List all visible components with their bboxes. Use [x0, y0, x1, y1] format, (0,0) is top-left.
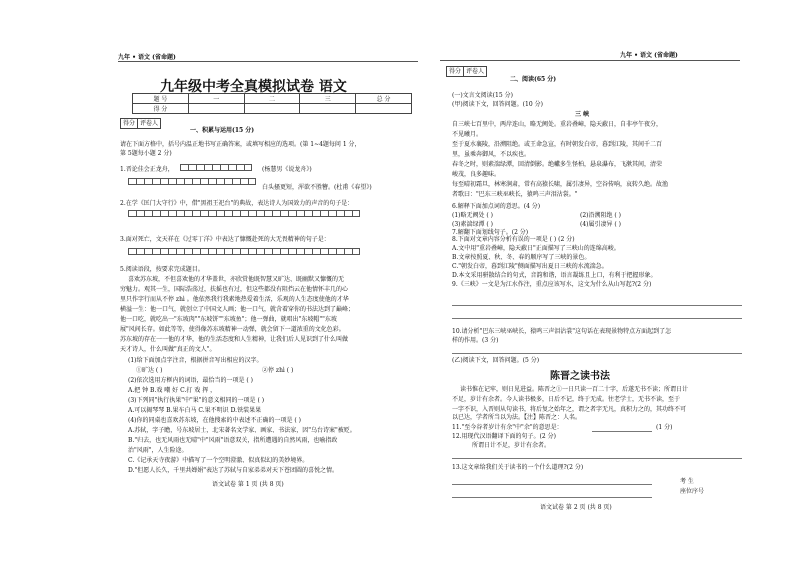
essay-line: 不足，岁计有余者。今人读书极多，日后不记，终于无成。往老学士，无书不读，至于 — [452, 396, 681, 403]
passage-line: 苏东坡的存在一一他的才华，他的生活态度和人生精神，让我们后人见识到了什么叫做 — [120, 336, 349, 343]
scorer-box-right — [446, 66, 487, 77]
question-5: 5.阅读语段，按要求完成题目。 — [120, 266, 204, 273]
question-12: 12.用现代汉语翻译下面的句子。(2 分) — [452, 433, 556, 440]
answer-line[interactable] — [452, 353, 742, 354]
question-5-1: (1)给下面加点字注音，根据拼音写出相应的汉字。 — [128, 357, 263, 364]
scorer-score-label: 得分 — [121, 119, 138, 128]
question-5-3: (3)下列同"执行执果"中"果"的意义相同的一项是 ( ) — [128, 397, 265, 404]
scorer-grader-label: 评卷人 — [140, 120, 159, 127]
question-5-2: (2)依次选用方框内的词语，最恰当的一项是 ( ) — [128, 377, 253, 384]
question-10: 10.请分析"巴东三峡巫峡长，猿鸣三声泪沾裳"这句话在表现景物特点方面起到了怎 — [452, 328, 672, 335]
answer-line[interactable] — [592, 431, 652, 432]
score-header-cell: 题 号 — [133, 94, 189, 104]
subsection-jia: (甲)阅读下文，回答问题。(10 分) — [452, 101, 543, 108]
essay-title: 陈晋之读书法 — [550, 371, 610, 382]
answer-grid[interactable] — [180, 164, 252, 172]
question-8-a: A.文中用"重岩叠嶂，隐天蔽日"正面描写了三峡山的连绵高峻。 — [452, 245, 620, 252]
score-table — [132, 93, 412, 114]
question-8: 8.下面对文章内容分析有误的一项是 ( ) (2 分) — [452, 236, 575, 243]
left-header-rule — [118, 61, 418, 62]
score-header-cell: 二 — [244, 94, 300, 104]
seat-label: 座位序号 — [680, 488, 705, 495]
answer-line[interactable] — [452, 458, 742, 459]
scorer-box-left — [120, 118, 161, 129]
question-5-4-d: D."但愿人长久，千里共婵娟"表达了苏轼与自家弟弟对天下苍团圆的喜悦之情。 — [128, 467, 339, 474]
subsection-yi: (乙)阅读下文，回答问题。(5 分) — [452, 357, 540, 364]
score-row-label: 得 分 — [133, 104, 189, 114]
page-title: 九年级中考全真模拟试卷 语文 — [160, 79, 347, 95]
classical-line: 不见曦月。 — [452, 131, 483, 138]
passage-line: 穷魅力。观其一生，国际浩荡过，扶摇也有过，但这些都没有阻挡云在他情怀丰几的心 — [120, 286, 349, 293]
right-page-footer: 语文试卷 第 2 页 (共 8 页) — [540, 504, 612, 511]
answer-grid[interactable] — [128, 248, 360, 256]
question-10-cont: 样的作用。(3 分) — [452, 337, 499, 344]
passage-line: 横溢一生：他一口气，就创立了中国文人画；他一口气，就含着穿你的书法达到了巅峰； — [120, 306, 355, 313]
question-1-line: 白头搔更短，浑欲不胜簪。(杜甫《春望》) — [262, 184, 372, 191]
essay-line: 读书惟在记牢，则日见进益。陈晋之①一日只读一百二十字，后遂无书不读；所谓日计 — [460, 386, 689, 393]
student-label: 考 生 — [680, 478, 694, 485]
classical-line: 峻茂，良多趣味。 — [452, 171, 501, 178]
classical-line: 春冬之时，则素湍绿潭，回清倒影。绝巘多生怪柏，悬泉瀑布，飞漱其间，清荣 — [452, 161, 663, 168]
classical-line: 自三峡七百里中，两岸连山，略无阙处。重岩叠嶂，隐天蔽日，自非亭午夜分， — [452, 121, 663, 128]
section2-heading: 二、阅读(65 分) — [510, 76, 557, 83]
section1-instruction: 第 5题每小题 2 分) — [120, 150, 172, 157]
classical-line: 至于夏水襄陵，沿溯阻绝。或王命急宣，有时朝发白帝，暮到江陵，其间千二百 — [452, 141, 663, 148]
right-header-rule — [440, 60, 740, 61]
question-5-4: (4)你的同桌也喜欢苏东坡，在他搜索的中表述不正确的一项是 ( ) — [128, 417, 301, 424]
question-5-1-a: ①旷达 ( ) — [136, 367, 163, 374]
question-5-4-b2: 治"风雨"，人生险途。 — [128, 447, 188, 454]
question-6-3: (3)素湍绿潭 ( ) — [452, 221, 493, 228]
passage-title: 三 峡 — [575, 111, 590, 118]
score-input-cell[interactable] — [244, 104, 300, 114]
question-11: 11."至今谷者岁计有余"中"余"的意思是： — [452, 424, 563, 431]
score-input-cell[interactable] — [300, 104, 356, 114]
answer-line[interactable] — [452, 497, 652, 498]
question-3: 3.面对死亡，文天祥在《过零丁洋》中表达了慷慨赴死的大无畏精神的句子是： — [120, 236, 330, 243]
classical-line: 里，虽乘奔御风，不以疾也。 — [452, 151, 531, 158]
question-8-c: C."朝发白帝，暮到江陵"侧面描写出夏日三峡的水流湍急。 — [452, 263, 608, 270]
passage-line: 屐"风间长存。如此等等，使得像苏东坡精神一动弹，就会留下一道浓重的文化色彩。 — [120, 326, 345, 333]
question-6-4: (4)属引凄异 ( ) — [580, 221, 621, 228]
section1-instruction: 请在下面方格中，括号内温正地书写正确答案，或填写相应的选项。(第 1~4题每问 1 分， — [120, 141, 361, 148]
passage-line: 里只作字行而从不停 zhì 。他依然我行我素地热爱着生活，乐观的人生态度使他的才华 — [120, 296, 349, 303]
answer-line[interactable] — [452, 305, 742, 306]
question-8-b: B.文章按照夏、秋、冬、春的顺序写了三峡的景色。 — [452, 254, 591, 261]
question-5-2-options: A.把 钟 B.戏 嘲 好 C.打 戏 挥 ， — [128, 387, 217, 394]
scorer-score-label: 得分 — [447, 67, 464, 76]
passage-line: 喜欢苏东坡，不但喜欢他的才华盖世，亦欣赏他既智慧又旷达、既幽默又慷慨的无 — [128, 276, 345, 283]
question-5-1-b: ②停 zhì ( ) — [262, 367, 294, 374]
classical-line: 者歌曰："巴东三峡巫峡长，猿鸣三声泪沾裳。" — [452, 191, 578, 198]
question-6: 6.解释下面加点词的意思。(4 分) — [452, 203, 541, 210]
passage-line: 他一口吃，就吃出一"东坡肉""东坡饼""东坡鱼"；他一弹曲，就唱出"东坡帽""东坡 — [120, 316, 337, 323]
essay-line: 以已达，学者所当以为法。【注】陈晋之：人名。 — [452, 414, 582, 421]
section1-heading: 一、积累与运用(15 分) — [190, 127, 255, 134]
score-input-cell[interactable] — [188, 104, 244, 114]
answer-grid[interactable] — [128, 210, 360, 218]
answer-grid[interactable] — [128, 178, 256, 186]
question-5-4-c: C.《记承天寺夜游》中描写了一个空明澄澈、似真似幻的美妙境界。 — [128, 457, 309, 464]
question-1-source: (杨慧男《说龙舟》) — [262, 166, 312, 173]
question-6-2: (2)沿溯阻绝 ( ) — [580, 212, 621, 219]
question-5-4-a: A.苏轼，字子瞻，号东坡居士，北宋著名文学家、画家、书法家，因"乌台诗案"被贬。 — [128, 427, 356, 434]
answer-line[interactable] — [452, 484, 652, 485]
score-input-cell[interactable] — [356, 104, 412, 114]
score-header-cell: 一 — [188, 94, 244, 104]
essay-line: 一字不识，入晋则从句读书，将后复之始年之，谓之者字无凡，真积力之的，其功终不可 — [452, 406, 687, 413]
question-7: 7.解翻下面划线句子。(2 分) — [452, 229, 529, 236]
question-2: 2.在学《匡门大守行》中，借"黑祖王祀台"的典故，表达诗人为国效力的声音的句子是： — [120, 200, 354, 207]
score-header-cell: 三 — [300, 94, 356, 104]
question-8-d: D.本文采用骈散结合的句式，音韵和谐，语言凝练且上口，有利于把握形象。 — [452, 272, 657, 279]
question-5-3-options: A.可以揭琴琴 B.果车白马 C.果不明识 D.铁装果果 — [128, 407, 262, 414]
classical-line: 每至晴初霜旦，林寒涧肃，常有高猿长啸，属引凄异，空谷传响，哀转久绝。故渔 — [452, 181, 669, 188]
question-9: 9.《三峡》一文是为江水作注，重点应该写水，这文为什么从山写起?(2 分) — [452, 281, 652, 288]
passage-line: 天才诗人，什么叫做"真正的文人"。 — [120, 346, 216, 353]
subsection-classical: (一)文言文阅读(15 分) — [452, 92, 513, 99]
question-1: 1.晋论佳会正龙舟， — [120, 166, 174, 173]
question-12-sentence: 所谓日计不足，岁计有余者。 — [472, 442, 551, 449]
question-5-4-b: B."归去，也无风雨也无晴"中"风雨"语意双关，指所遭遇的自然风雨，也喻指政 — [128, 437, 338, 444]
question-11-score: (1 分) — [656, 424, 673, 431]
left-page-header: 九年 • 语文 (省命题) — [118, 54, 176, 61]
left-page-footer: 语文试卷 第 1 页 (共 8 页) — [212, 481, 284, 488]
score-header-cell: 总 分 — [356, 94, 412, 104]
answer-line[interactable] — [452, 318, 742, 319]
question-6-1: (1)略无阙处 ( ) — [452, 212, 493, 219]
right-page-header: 九年 • 语文 (省命题) — [620, 52, 678, 59]
question-13: 13.这文章给我们关于读书的一个什么道理?(2 分) — [452, 464, 584, 471]
scorer-grader-label: 评卷人 — [466, 68, 485, 75]
